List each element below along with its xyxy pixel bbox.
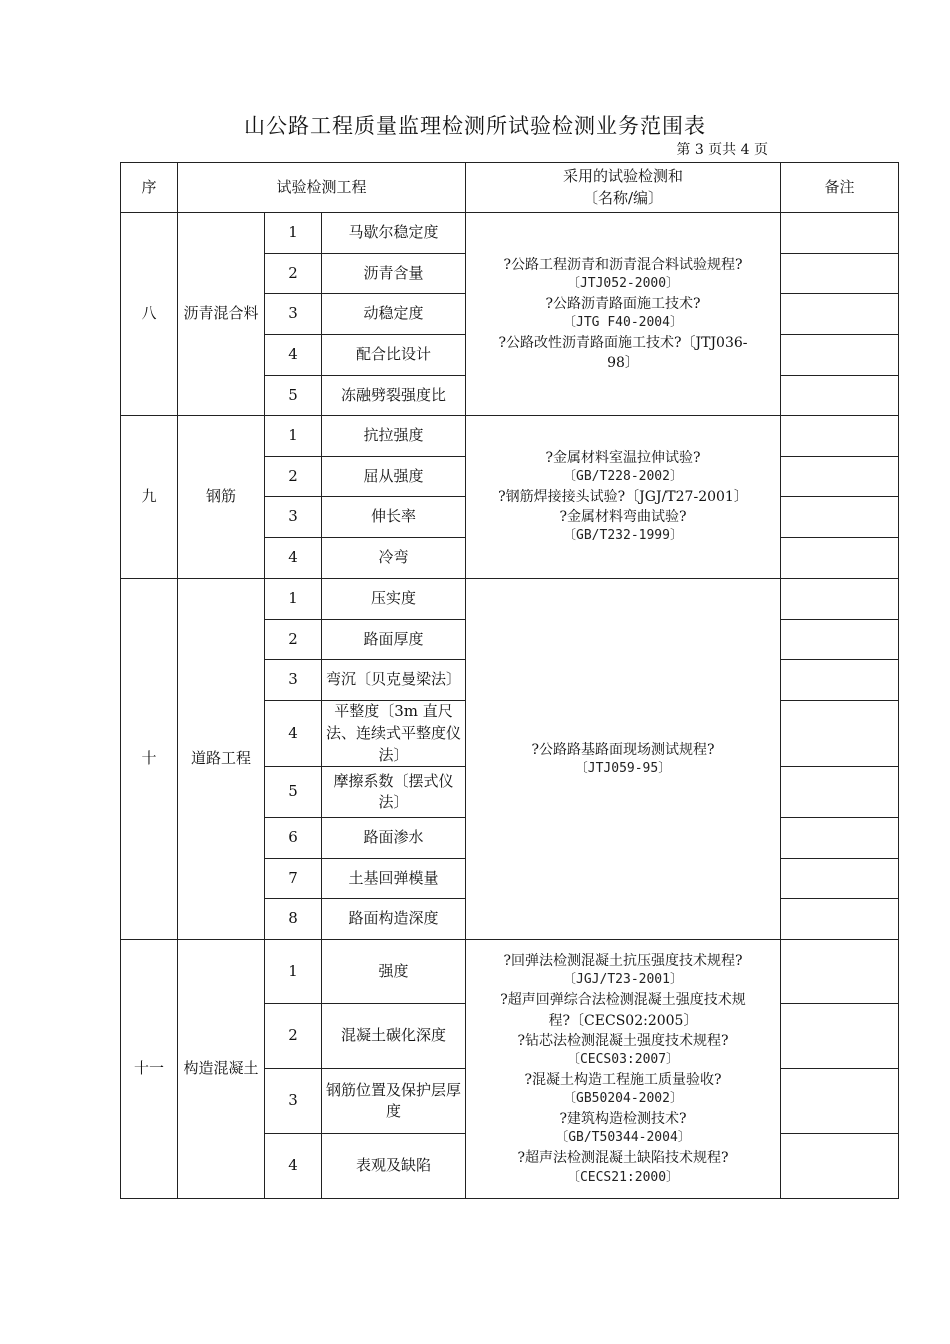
standard-line: 〔CECS21:2000〕	[566, 1169, 680, 1185]
remark-cell	[781, 213, 899, 254]
remark-cell	[781, 767, 899, 818]
item-number: 4	[265, 701, 322, 767]
item-number: 5	[265, 767, 322, 818]
item-name: 配合比设计	[322, 335, 466, 376]
group-seq: 十	[121, 579, 178, 940]
group-category: 构造混凝土	[178, 940, 265, 1199]
group-category: 钢筋	[178, 416, 265, 579]
scope-table	[120, 162, 899, 1199]
table-header-row	[121, 163, 899, 213]
remark-cell	[781, 538, 899, 579]
page-indicator: 第 3 页共 4 页	[676, 142, 768, 158]
header-item: 试验检测工程	[178, 163, 466, 213]
remark-cell	[781, 818, 899, 859]
group-standards	[466, 940, 781, 1199]
standard-line: 〔GB50204-2002〕	[563, 1091, 683, 1107]
item-name: 屈从强度	[322, 457, 466, 497]
standard-line: ?公路沥青路面施工技术?	[545, 295, 701, 312]
group-standards	[466, 416, 781, 579]
standard-line: ?建筑构造检测技术?	[559, 1111, 687, 1128]
standard-line: 98〕	[607, 355, 639, 372]
item-number: 7	[265, 859, 322, 899]
item-name: 路面构造深度	[322, 899, 466, 940]
standard-line: ?超声回弹综合法检测混凝土强度技术规	[500, 992, 746, 1009]
standard-line: 〔GB/T228-2002〕	[563, 469, 683, 484]
item-number: 1	[265, 579, 322, 620]
standard-line: ?金属材料室温拉伸试验?	[545, 449, 701, 466]
item-name: 冻融劈裂强度比	[322, 376, 466, 416]
item-number: 8	[265, 899, 322, 940]
item-name: 混凝土碳化深度	[322, 1004, 466, 1069]
standard-line: 〔CECS03:2007〕	[566, 1052, 680, 1068]
remark-cell	[781, 660, 899, 701]
item-name: 平整度〔3m 直尺法、连续式平整度仪法〕	[322, 701, 466, 767]
item-number: 4	[265, 1134, 322, 1199]
header-remark: 备注	[781, 163, 899, 213]
item-name: 压实度	[322, 579, 466, 620]
standard-line: ?公路路基路面现场测试规程?	[531, 741, 715, 758]
item-name: 路面渗水	[322, 818, 466, 859]
remark-cell	[781, 940, 899, 1004]
header-method-line2: 〔名称/编〕	[582, 188, 664, 207]
standard-line: ?金属材料弯曲试验?	[559, 509, 687, 526]
standard-line: 〔JGJ/T23-2001〕	[563, 972, 683, 988]
group-seq: 九	[121, 416, 178, 579]
item-number: 1	[265, 416, 322, 457]
table-row	[121, 940, 899, 1004]
item-name: 沥青含量	[322, 254, 466, 294]
remark-cell	[781, 1004, 899, 1069]
remark-cell	[781, 416, 899, 457]
standard-line: ?超声法检测混凝土缺陷技术规程?	[517, 1150, 729, 1167]
item-name: 强度	[322, 940, 466, 1004]
item-number: 3	[265, 294, 322, 335]
table-row	[121, 213, 899, 254]
item-number: 5	[265, 376, 322, 416]
table-row	[121, 416, 899, 457]
standard-line: 〔JTG F40-2004〕	[563, 315, 683, 330]
item-number: 3	[265, 1069, 322, 1134]
item-name: 弯沉〔贝克曼梁法〕	[322, 660, 466, 701]
standard-line: 程?〔CECS02:2005〕	[548, 1012, 698, 1029]
standard-line: ?混凝土构造工程施工质量验收?	[524, 1071, 722, 1088]
document-title: 山公路工程质量监理检测所试验检测业务范围表	[244, 114, 706, 138]
item-number: 6	[265, 818, 322, 859]
group-standards	[466, 213, 781, 416]
standard-line: 〔GB/T232-1999〕	[563, 528, 683, 544]
item-name: 动稳定度	[322, 294, 466, 335]
remark-cell	[781, 497, 899, 538]
item-number: 3	[265, 660, 322, 701]
standard-line: 〔JTJ059-95〕	[574, 760, 672, 776]
remark-cell	[781, 620, 899, 660]
group-standards	[466, 579, 781, 940]
remark-cell	[781, 1134, 899, 1199]
item-number: 4	[265, 335, 322, 376]
remark-cell	[781, 579, 899, 620]
header-method	[466, 163, 781, 213]
standard-line: ?公路工程沥青和沥青混合料试验规程?	[503, 256, 743, 273]
remark-cell	[781, 1069, 899, 1134]
item-number: 4	[265, 538, 322, 579]
group-category: 道路工程	[178, 579, 265, 940]
standard-line: 〔JTJ052-2000〕	[566, 275, 680, 291]
remark-cell	[781, 335, 899, 376]
item-number: 2	[265, 457, 322, 497]
table-row	[121, 579, 899, 620]
header-seq: 序	[121, 163, 178, 213]
item-name: 路面厚度	[322, 620, 466, 660]
standard-line: ?钻芯法检测混凝土强度技术规程?	[517, 1032, 729, 1049]
remark-cell	[781, 457, 899, 497]
group-seq: 十一	[121, 940, 178, 1199]
item-number: 1	[265, 940, 322, 1004]
remark-cell	[781, 701, 899, 767]
group-seq: 八	[121, 213, 178, 416]
remark-cell	[781, 254, 899, 294]
remark-cell	[781, 859, 899, 899]
standard-line: 〔GB/T50344-2004〕	[555, 1130, 691, 1146]
remark-cell	[781, 376, 899, 416]
item-name: 摩擦系数〔摆式仪法〕	[322, 767, 466, 818]
group-category: 沥青混合料	[178, 213, 265, 416]
item-name: 马歇尔稳定度	[322, 213, 466, 254]
item-name: 伸长率	[322, 497, 466, 538]
standard-line: ?钢筋焊接接头试验?〔JGJ/T27-2001〕	[498, 488, 748, 505]
item-number: 2	[265, 1004, 322, 1069]
item-number: 2	[265, 254, 322, 294]
item-number: 1	[265, 213, 322, 254]
header-method-line1: 采用的试验检测和	[562, 166, 683, 185]
remark-cell	[781, 294, 899, 335]
item-name: 钢筋位置及保护层厚度	[322, 1069, 466, 1134]
standard-line: ?回弹法检测混凝土抗压强度技术规程?	[503, 953, 743, 970]
item-name: 表观及缺陷	[322, 1134, 466, 1199]
item-name: 土基回弹模量	[322, 859, 466, 899]
remark-cell	[781, 899, 899, 940]
item-name: 冷弯	[322, 538, 466, 579]
standard-line: ?公路改性沥青路面施工技术?〔JTJ036-	[498, 334, 748, 351]
item-name: 抗拉强度	[322, 416, 466, 457]
item-number: 3	[265, 497, 322, 538]
item-number: 2	[265, 620, 322, 660]
